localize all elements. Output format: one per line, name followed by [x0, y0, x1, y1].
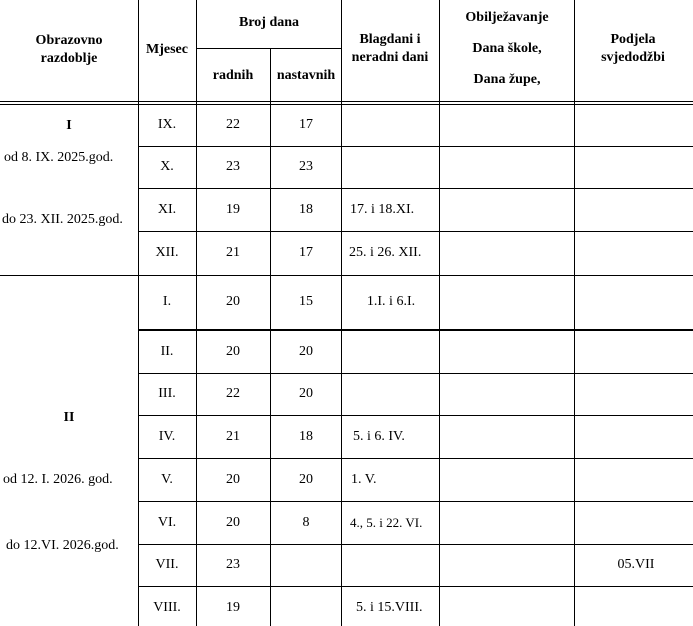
hline-row-9 — [138, 501, 693, 502]
cell-teaching: 20 — [299, 472, 313, 487]
header-days-group: Broj dana — [238, 15, 300, 30]
cell-month: II. — [160, 344, 174, 359]
header-observance-line-3: Dana župe, — [473, 72, 541, 87]
hline-row-3 — [138, 231, 693, 232]
cell-teaching: 17 — [299, 245, 313, 260]
hline-row-2 — [138, 188, 693, 189]
cell-teaching: 18 — [299, 202, 313, 217]
cell-holidays: 17. i 18.XI. — [350, 202, 415, 217]
cell-teaching: 20 — [299, 386, 313, 401]
cell-working: 20 — [226, 344, 240, 359]
hline-header-bottom-2 — [0, 104, 693, 105]
cell-month: VI. — [157, 515, 177, 530]
cell-holidays: 5. i 6. IV. — [353, 429, 405, 444]
cell-holidays: 1. V. — [351, 472, 377, 487]
hline-days-sub — [196, 48, 342, 49]
cell-teaching: 8 — [302, 515, 310, 530]
header-observance-line-1: Obilježavanje — [465, 10, 549, 25]
cell-month: III. — [158, 386, 176, 401]
period-1-to: do 23. XII. 2025.god. — [2, 212, 123, 227]
cell-holidays: 4., 5. i 22. VI. — [350, 515, 423, 530]
cell-month: VII. — [155, 557, 179, 572]
cell-holidays: 5. i 15.VIII. — [356, 600, 423, 615]
hline-row-7 — [138, 415, 693, 416]
vline-working-left — [196, 0, 197, 626]
cell-teaching: 23 — [299, 159, 313, 174]
cell-working: 23 — [226, 557, 240, 572]
cell-working: 20 — [226, 294, 240, 309]
cell-month: XII. — [155, 245, 179, 260]
header-certificates-line-2: svjedodžbi — [601, 50, 665, 65]
vline-holidays-left — [341, 0, 342, 626]
cell-working: 19 — [226, 600, 240, 615]
header-period-line-1: Obrazovno — [35, 33, 103, 48]
hline-header-bottom-1 — [0, 101, 693, 102]
hline-row-6 — [138, 373, 693, 374]
header-holidays-line-2: neradni dani — [351, 50, 429, 65]
cell-month: IX. — [157, 117, 177, 132]
cell-working: 21 — [226, 429, 240, 444]
cell-teaching: 17 — [299, 117, 313, 132]
period-2-from: od 12. I. 2026. god. — [3, 472, 113, 487]
header-observance-line-2: Dana škole, — [472, 41, 542, 56]
hline-row-11 — [138, 586, 693, 587]
cell-working: 23 — [226, 159, 240, 174]
hline-row-5-thick — [138, 329, 693, 331]
period-1-title: I — [66, 118, 72, 133]
period-2-title: II — [63, 410, 75, 425]
hline-row-10 — [138, 544, 693, 545]
cell-certificates: 05.VII — [617, 557, 655, 572]
period-1-from: od 8. IX. 2025.god. — [4, 150, 114, 165]
cell-working: 22 — [226, 386, 240, 401]
hline-row-8 — [138, 458, 693, 459]
header-days-working: radnih — [212, 68, 254, 83]
cell-teaching: 20 — [299, 344, 313, 359]
hline-row-1 — [138, 146, 693, 147]
cell-month: VIII. — [153, 600, 181, 615]
header-holidays-line-1: Blagdani i — [359, 32, 421, 47]
cell-holidays: 25. i 26. XII. — [349, 245, 422, 260]
period-2-to: do 12.VI. 2026.god. — [6, 538, 119, 553]
cell-holidays: 1.I. i 6.I. — [366, 294, 416, 309]
cell-working: 20 — [226, 515, 240, 530]
hline-period-separator — [0, 275, 693, 276]
cell-month: XI. — [157, 202, 177, 217]
cell-working: 22 — [226, 117, 240, 132]
header-month: Mjesec — [146, 42, 188, 57]
header-certificates-line-1: Podjela — [610, 32, 656, 47]
cell-working: 20 — [226, 472, 240, 487]
header-days-teaching: nastavnih — [276, 68, 336, 83]
cell-working: 21 — [226, 245, 240, 260]
cell-working: 19 — [226, 202, 240, 217]
vline-month-left — [138, 0, 139, 626]
header-period-line-2: razdoblje — [40, 51, 98, 66]
cell-month: IV. — [158, 429, 176, 444]
cell-month: I. — [162, 294, 172, 309]
vline-observance-left — [439, 0, 440, 626]
cell-teaching: 18 — [299, 429, 313, 444]
vline-teaching-left — [270, 48, 271, 626]
cell-teaching: 15 — [299, 294, 313, 309]
cell-month: V. — [161, 472, 173, 487]
vline-certificates-left — [574, 0, 575, 626]
cell-month: X. — [160, 159, 174, 174]
